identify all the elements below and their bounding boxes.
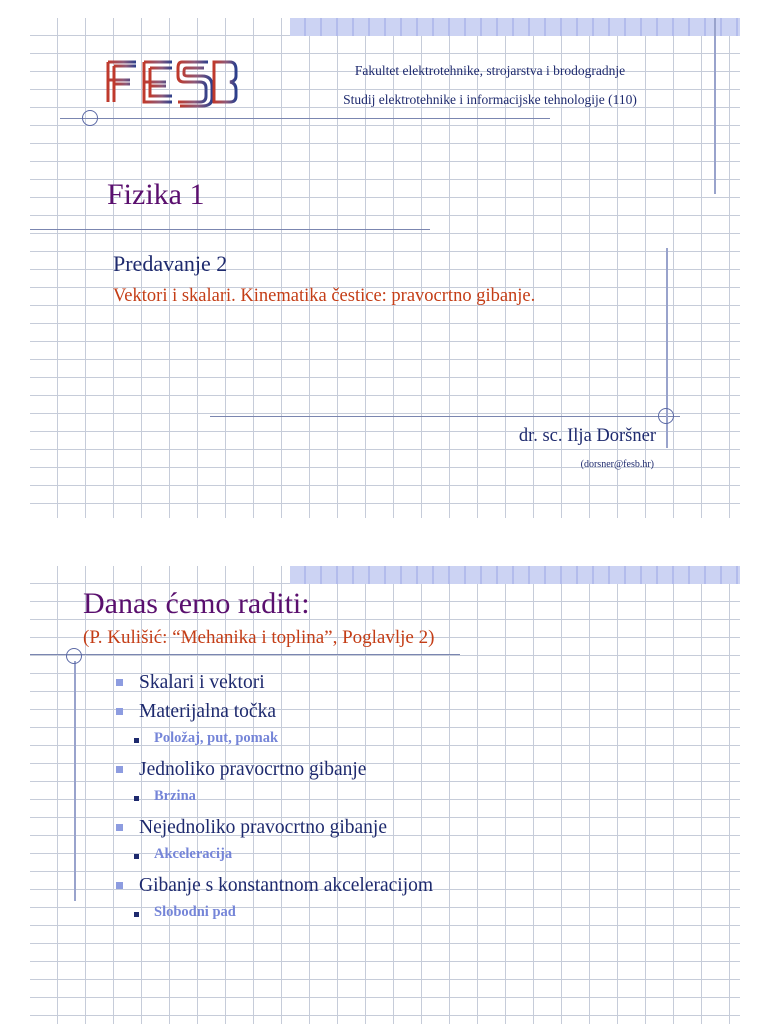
title-divider xyxy=(30,654,460,655)
sub-item-label: Brzina xyxy=(154,788,196,804)
bullet-icon xyxy=(116,708,123,715)
left-rule xyxy=(74,661,76,901)
circle-ornament xyxy=(82,110,98,126)
author-divider xyxy=(210,416,680,417)
top-band xyxy=(290,18,740,36)
item-label: Materijalna točka xyxy=(139,701,276,722)
square-bullet-icon xyxy=(134,796,139,801)
item-label: Skalari i vektori xyxy=(139,672,265,693)
sub-item-label: Položaj, put, pomak xyxy=(154,730,279,746)
agenda-slide xyxy=(30,566,740,1024)
author-name: dr. sc. Ilja Doršner xyxy=(518,426,656,446)
item-label: Jednoliko pravocrtno gibanje xyxy=(139,759,367,780)
sub-item-label: Akceleracija xyxy=(154,846,233,862)
title-slide xyxy=(30,18,740,518)
bullet-icon xyxy=(116,679,123,686)
bullet-icon xyxy=(116,766,123,773)
top-band xyxy=(290,566,740,584)
lecture-number: Predavanje 2 xyxy=(113,251,228,276)
lecture-topic: Vektori i skalari. Kinematika čestice: pravocrtno gibanje. xyxy=(113,286,536,306)
square-bullet-icon xyxy=(134,912,139,917)
bullet-icon xyxy=(116,824,123,831)
item-label: Nejednoliko pravocrtno gibanje xyxy=(139,817,388,838)
reference: (P. Kulišić: “Mehanika i toplina”, Poglavlje 2) xyxy=(83,627,435,648)
right-rule xyxy=(714,18,716,194)
header-divider xyxy=(60,118,550,119)
square-bullet-icon xyxy=(134,854,139,859)
list-item xyxy=(114,759,433,788)
slide-title: Fizika 1 xyxy=(107,178,205,211)
author-email: (dorsner@fesb.hr) xyxy=(580,459,654,470)
fesb-logo xyxy=(100,56,240,108)
list-item xyxy=(114,817,433,846)
list-item xyxy=(114,875,433,904)
slide-title: Danas ćemo raditi: xyxy=(83,587,310,620)
sub-item-label: Slobodni pad xyxy=(154,904,236,920)
square-bullet-icon xyxy=(134,738,139,743)
sub-list-item xyxy=(114,846,433,875)
list-item xyxy=(114,701,433,730)
sub-list-item xyxy=(114,904,433,933)
study-program: Studij elektrotehnike i informacijske tehnologije (110) xyxy=(343,92,637,107)
faculty-name: Fakultet elektrotehnike, strojarstva i brodogradnje xyxy=(354,63,626,78)
circle-ornament xyxy=(658,408,674,424)
bullet-icon xyxy=(116,882,123,889)
agenda-list xyxy=(114,672,433,933)
list-item xyxy=(114,672,433,701)
sub-list-item xyxy=(114,788,433,817)
sub-list-item xyxy=(114,730,433,759)
circle-ornament xyxy=(66,648,82,664)
item-label: Gibanje s konstantnom akceleracijom xyxy=(139,875,434,896)
title-divider xyxy=(30,229,430,230)
